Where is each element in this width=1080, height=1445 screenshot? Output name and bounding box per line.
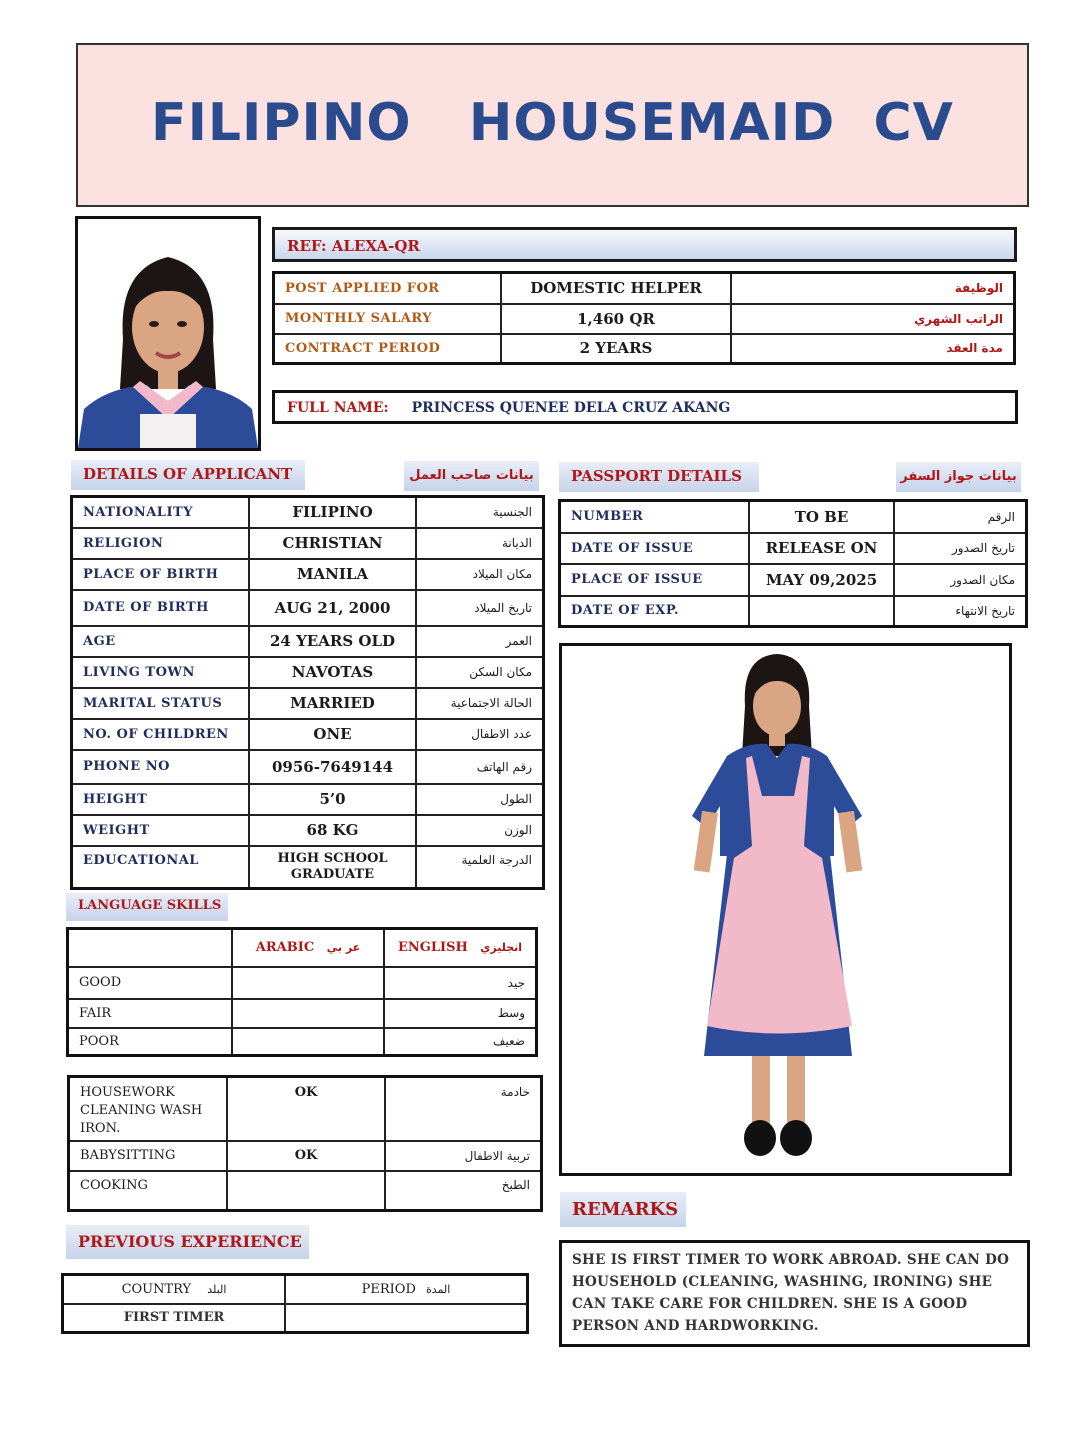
row-label-ar: الحالة الاجتماعية — [416, 688, 544, 719]
period-col-label-ar: المدة — [426, 1282, 451, 1296]
table-row — [274, 304, 1015, 334]
full-name-bar — [272, 390, 1018, 424]
page-title: FILIPINO HOUSEMAID CV — [151, 93, 954, 153]
title-banner — [76, 43, 1029, 207]
row-value: FILIPINO — [249, 497, 416, 528]
passport-header-ar: بيانات جواز السفر — [896, 462, 1021, 492]
remarks-header: REMARKS — [560, 1192, 686, 1227]
row-label-ar: العمر — [416, 626, 544, 657]
table-row — [274, 334, 1015, 364]
row-label: BABYSITTING — [69, 1141, 228, 1171]
row-value: MAY 09,2025 — [749, 564, 894, 596]
language-header: LANGUAGE SKILLS — [66, 893, 228, 921]
post-table — [272, 271, 1016, 365]
language-table — [66, 927, 538, 1057]
row-value — [227, 1171, 385, 1211]
salary-label-ar: الراتب الشهري — [731, 304, 1015, 334]
table-row — [72, 688, 544, 719]
contract-label-ar: مدة العقد — [731, 334, 1015, 364]
applicant-header-ar: بيانات صاحب العمل — [404, 461, 539, 491]
passport-table — [558, 499, 1028, 628]
table-row — [72, 846, 544, 889]
row-label-ar: تربية الاطفال — [385, 1141, 542, 1171]
row-label: EDUCATIONAL — [72, 846, 250, 889]
arabic-poor-cell — [232, 1028, 384, 1056]
table-row — [63, 1304, 528, 1333]
applicant-header: DETAILS OF APPLICANT — [71, 460, 305, 490]
row-value: 0956-7649144 — [249, 750, 416, 784]
row-label: DATE OF EXP. — [560, 596, 750, 627]
row-label: HEIGHT — [72, 784, 250, 815]
row-label: LIVING TOWN — [72, 657, 250, 688]
row-label: DATE OF ISSUE — [560, 533, 750, 564]
table-row — [72, 784, 544, 815]
row-label: POOR — [68, 1028, 233, 1056]
row-label: NATIONALITY — [72, 497, 250, 528]
full-name-label: FULL NAME: — [287, 400, 389, 416]
experience-period — [285, 1304, 528, 1333]
row-value: AUG 21, 2000 — [249, 590, 416, 626]
person-full-body-icon — [562, 646, 1009, 1173]
row-value: OK — [227, 1141, 385, 1171]
row-label-ar: الطبخ — [385, 1171, 542, 1211]
row-label: COOKING — [69, 1171, 228, 1211]
row-value: ONE — [249, 719, 416, 750]
table-row — [560, 564, 1027, 596]
row-label: PLACE OF BIRTH — [72, 559, 250, 590]
reference-bar — [272, 227, 1017, 262]
reference-code: REF: ALEXA-QR — [287, 237, 420, 255]
full-name-value: PRINCESS QUENEE DELA CRUZ AKANG — [411, 400, 731, 416]
row-label: NO. OF CHILDREN — [72, 719, 250, 750]
period-col-label: PERIOD — [361, 1281, 416, 1297]
salary-value: 1,460 QR — [501, 304, 731, 334]
table-row — [68, 929, 537, 967]
row-label-ar: الوزن — [416, 815, 544, 846]
table-row — [72, 626, 544, 657]
row-label: DATE OF BIRTH — [72, 590, 250, 626]
row-label-ar: ضعيف — [384, 1028, 537, 1056]
post-value: DOMESTIC HELPER — [501, 273, 731, 304]
row-value: OK — [227, 1077, 385, 1141]
row-value: NAVOTAS — [249, 657, 416, 688]
language-col-arabic — [232, 929, 384, 967]
salary-label: MONTHLY SALARY — [274, 304, 502, 334]
table-row — [560, 596, 1027, 627]
english-col-label: ENGLISH — [397, 940, 468, 956]
table-row — [72, 590, 544, 626]
full-body-photo — [559, 643, 1012, 1176]
row-value: 24 YEARS OLD — [249, 626, 416, 657]
row-label-ar: مكان السكن — [416, 657, 544, 688]
row-value: HIGH SCHOOL GRADUATE — [249, 846, 416, 889]
row-value: MARRIED — [249, 688, 416, 719]
experience-country: FIRST TIMER — [63, 1304, 286, 1333]
arabic-col-label-ar: عر بي — [326, 941, 361, 955]
arabic-good-cell — [232, 967, 384, 999]
contract-value: 2 YEARS — [501, 334, 731, 364]
row-label-ar: الجنسية — [416, 497, 544, 528]
remarks-text: SHE IS FIRST TIMER TO WORK ABROAD. SHE CAN DO HOUSEHOLD (CLEANING, WASHING, IRONING) SHE CAN TAKE CARE FOR CHILDREN. SHE IS A GOOD PERSON AND HARDWORKING. — [559, 1240, 1030, 1347]
row-label: NUMBER — [560, 501, 750, 533]
row-label: PHONE NO — [72, 750, 250, 784]
row-label-ar: مكان الميلاد — [416, 559, 544, 590]
row-label-ar: جيد — [384, 967, 537, 999]
table-row — [69, 1171, 542, 1211]
table-row — [72, 528, 544, 559]
arabic-fair-cell — [232, 999, 384, 1028]
row-label-ar: تاريخ الانتهاء — [894, 596, 1027, 627]
row-label: FAIR — [68, 999, 233, 1028]
language-corner-cell — [68, 929, 233, 967]
table-row — [560, 533, 1027, 564]
passport-header: PASSPORT DETAILS — [559, 462, 759, 492]
row-label-ar: مكان الصدور — [894, 564, 1027, 596]
table-row — [68, 999, 537, 1028]
table-row — [69, 1141, 542, 1171]
row-label: WEIGHT — [72, 815, 250, 846]
row-label: PLACE OF ISSUE — [560, 564, 750, 596]
table-row — [72, 497, 544, 528]
row-label-ar: رقم الهاتف — [416, 750, 544, 784]
table-row — [63, 1275, 528, 1304]
table-row — [68, 967, 537, 999]
row-label: GOOD — [68, 967, 233, 999]
country-col-header — [63, 1275, 286, 1304]
experience-header: PREVIOUS EXPERIENCE — [66, 1225, 309, 1259]
row-label-ar: تاريخ الميلاد — [416, 590, 544, 626]
row-value: 5’0 — [249, 784, 416, 815]
post-label: POST APPLIED FOR — [274, 273, 502, 304]
row-label-ar: خادمة — [385, 1077, 542, 1141]
table-row — [72, 815, 544, 846]
contract-label: CONTRACT PERIOD — [274, 334, 502, 364]
row-label: MARITAL STATUS — [72, 688, 250, 719]
table-row — [72, 657, 544, 688]
language-col-english — [384, 929, 537, 967]
experience-table — [61, 1273, 529, 1334]
row-value: MANILA — [249, 559, 416, 590]
headshot-photo — [75, 216, 261, 451]
row-label-ar: الطول — [416, 784, 544, 815]
table-row — [72, 719, 544, 750]
table-row — [69, 1077, 542, 1141]
table-row — [72, 559, 544, 590]
country-col-label-ar: البلد — [207, 1282, 227, 1296]
applicant-table — [70, 495, 545, 890]
row-label-ar: الرقم — [894, 501, 1027, 533]
row-label: AGE — [72, 626, 250, 657]
table-row — [274, 273, 1015, 304]
arabic-col-label: ARABIC — [255, 940, 315, 956]
row-label-ar: الديانة — [416, 528, 544, 559]
row-value: TO BE — [749, 501, 894, 533]
period-col-header — [285, 1275, 528, 1304]
row-label-ar: عدد الاطفال — [416, 719, 544, 750]
table-row — [72, 750, 544, 784]
row-label-ar: تاريخ الصدور — [894, 533, 1027, 564]
table-row — [68, 1028, 537, 1056]
table-row — [560, 501, 1027, 533]
row-label: RELIGION — [72, 528, 250, 559]
row-value: CHRISTIAN — [249, 528, 416, 559]
person-headshot-icon — [78, 219, 258, 448]
skills-table — [67, 1075, 543, 1212]
row-value: 68 KG — [249, 815, 416, 846]
row-label-ar: الدرجة العلمية — [416, 846, 544, 889]
country-col-label: COUNTRY — [121, 1281, 192, 1297]
row-label-ar: وسط — [384, 999, 537, 1028]
row-value: RELEASE ON — [749, 533, 894, 564]
post-label-ar: الوظيفة — [731, 273, 1015, 304]
row-value — [749, 596, 894, 627]
english-col-label-ar: انجليزي — [480, 941, 523, 955]
row-label: HOUSEWORK CLEANING WASH IRON. — [69, 1077, 228, 1141]
